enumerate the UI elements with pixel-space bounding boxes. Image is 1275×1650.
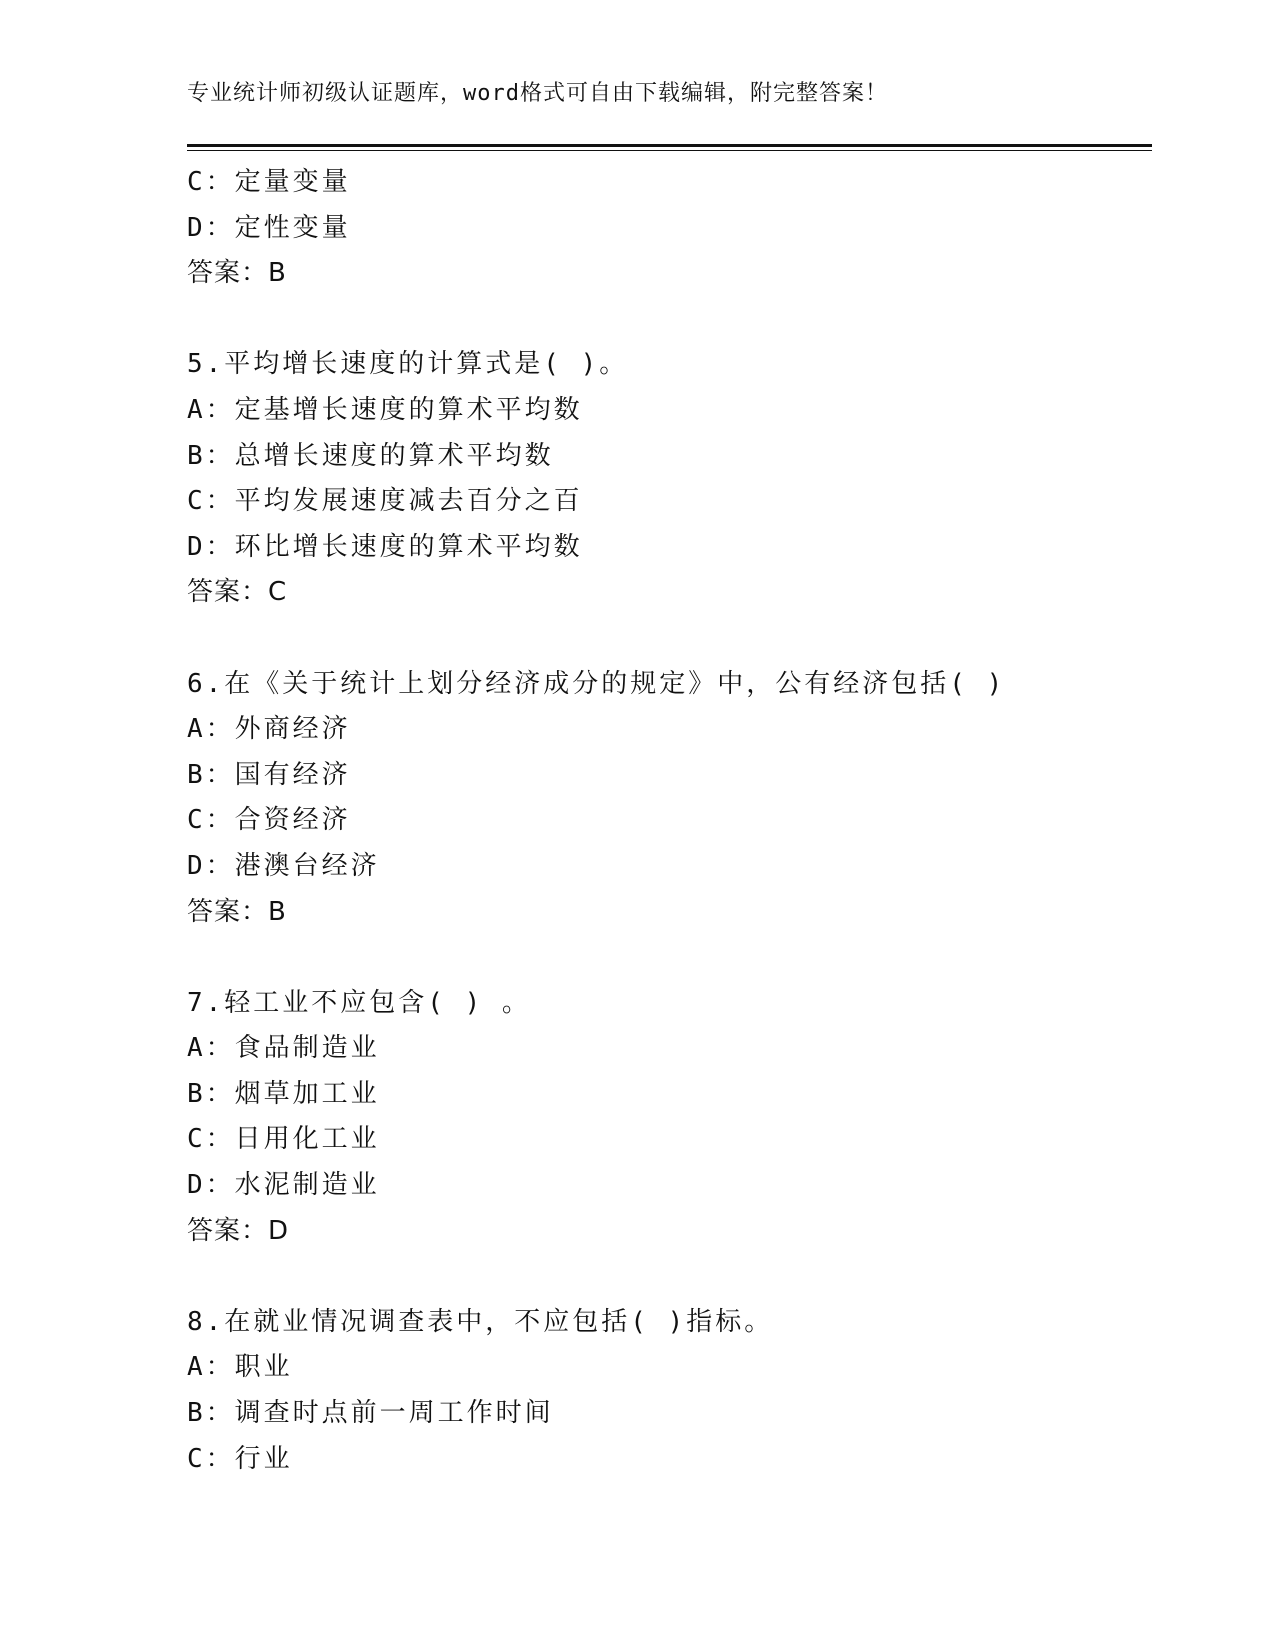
option-b: B：国有经济 bbox=[187, 759, 351, 790]
option-a: A：食品制造业 bbox=[187, 1033, 380, 1064]
question-text: 6.在《关于统计上划分经济成分的规定》中，公有经济包括( ) bbox=[187, 668, 1006, 699]
question-text: 5.平均增长速度的计算式是( )。 bbox=[187, 349, 629, 380]
option-c: C：日用化工业 bbox=[187, 1124, 380, 1155]
option-c: C：行业 bbox=[187, 1443, 293, 1474]
header-rule-thick bbox=[187, 144, 1152, 147]
option-d: D：港澳台经济 bbox=[187, 850, 380, 881]
answer-line: 答案：D bbox=[187, 1215, 290, 1246]
option-a: A：外商经济 bbox=[187, 714, 351, 745]
answer-line: 答案：C bbox=[187, 577, 288, 608]
option-b: B：烟草加工业 bbox=[187, 1078, 380, 1109]
question-content bbox=[187, 160, 1152, 1482]
option-c: C：平均发展速度减去百分之百 bbox=[187, 486, 583, 517]
option-b: B：调查时点前一周工作时间 bbox=[187, 1398, 554, 1429]
option-a: A：定基增长速度的算术平均数 bbox=[187, 394, 583, 425]
option-d: D：环比增长速度的算术平均数 bbox=[187, 531, 583, 562]
option-d: D：定性变量 bbox=[187, 212, 351, 243]
question-text: 8.在就业情况调查表中，不应包括( )指标。 bbox=[187, 1306, 774, 1337]
page-header: 专业统计师初级认证题库，word格式可自由下载编辑，附完整答案！ bbox=[187, 81, 888, 106]
option-c: C：合资经济 bbox=[187, 805, 351, 836]
answer-line: 答案：B bbox=[187, 258, 287, 289]
answer-line: 答案：B bbox=[187, 896, 287, 927]
question-text: 7.轻工业不应包含( ) 。 bbox=[187, 987, 531, 1018]
option-d: D：水泥制造业 bbox=[187, 1170, 380, 1201]
option-c: C：定量变量 bbox=[187, 167, 351, 197]
option-b: B：总增长速度的算术平均数 bbox=[187, 440, 554, 471]
header-rule-thin bbox=[187, 150, 1152, 151]
option-a: A：职业 bbox=[187, 1352, 293, 1383]
